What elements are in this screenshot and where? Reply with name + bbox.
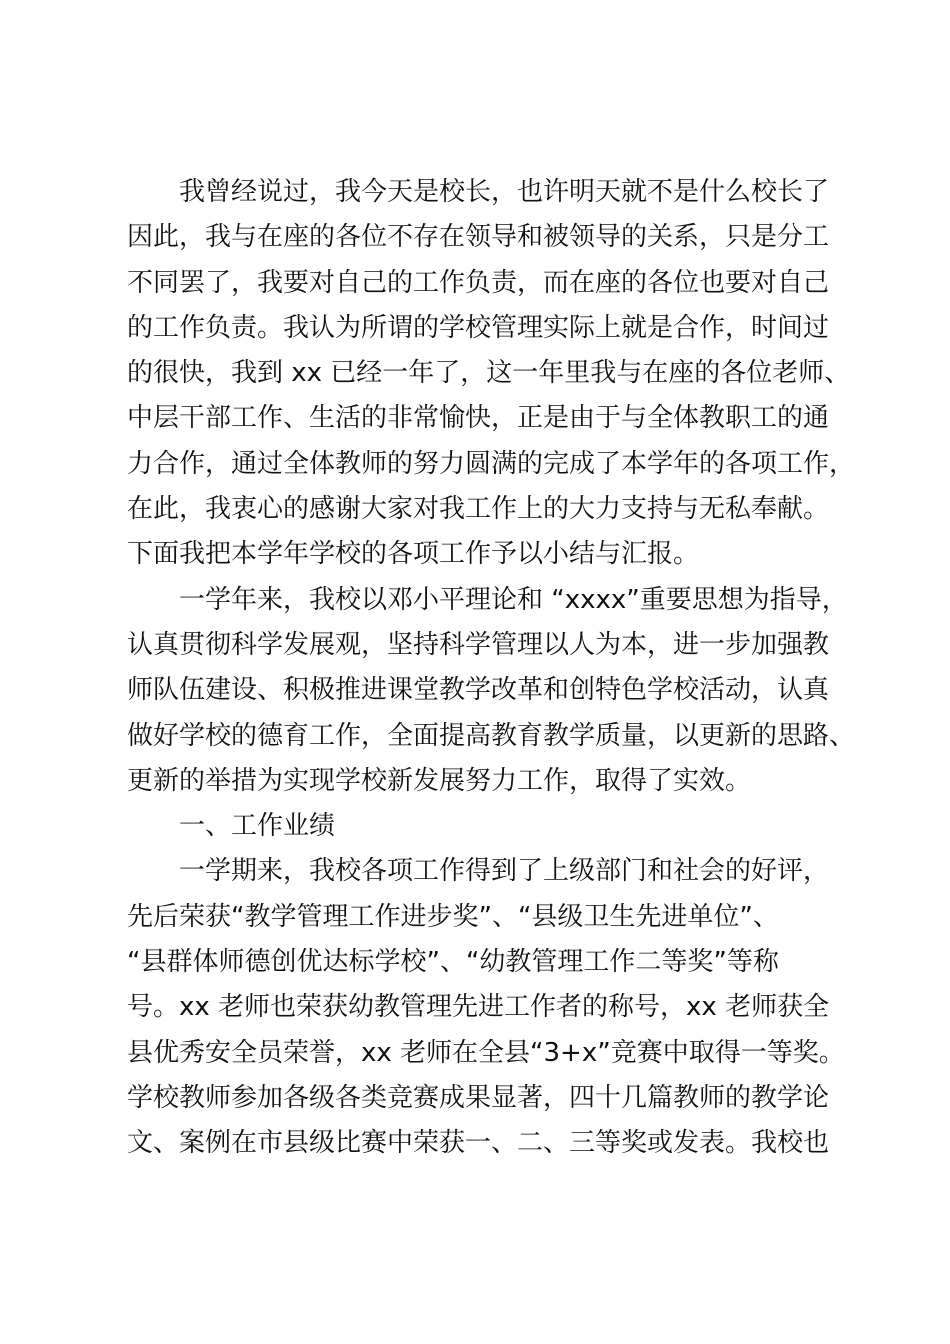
text-line: 一学年来，我校以邓小平理论和 “xxxx”重要思想为指导， (179, 584, 848, 615)
text-line: 认真贯彻科学发展观，坚持科学管理以人为本，进一步加强教 (127, 629, 830, 660)
text-line: 在此，我衷心的感谢大家对我工作上的大力支持与无私奉献。 (127, 494, 830, 525)
text-line: 文、案例在市县级比赛中荣获一、二、三等奖或发表。我校也 (127, 1128, 830, 1159)
text-line: “县群体师德创优达标学校”、“幼教管理工作二等奖”等称 (127, 947, 779, 978)
text-line: 力合作，通过全体教师的努力圆满的完成了本学年的各项工作， (127, 448, 856, 479)
text-line: 因此，我与在座的各位不存在领导和被领导的关系，只是分工 (127, 222, 830, 253)
text-line: 不同罢了，我要对自己的工作负责，而在座的各位也要对自己 (127, 267, 830, 298)
text-line: 我曾经说过，我今天是校长，也许明天就不是什么校长了 (179, 177, 830, 207)
text-line: 先后荣获“教学管理工作进步奖”、“县级卫生先进单位”、 (127, 901, 779, 932)
text-line: 师队伍建设、积极推进课堂教学改革和创特色学校活动，认真 (127, 675, 830, 706)
text-line: 中层干部工作、生活的非常愉快，正是由于与全体教职工的通 (127, 403, 830, 434)
text-line: 做好学校的德育工作，全面提高教育教学质量，以更新的思路、 (127, 720, 856, 751)
text-line: 号。xx 老师也荣获幼教管理先进工作者的称号，xx 老师获全 (127, 992, 830, 1023)
text-line: 更新的举措为实现学校新发展努力工作，取得了实效。 (127, 765, 752, 796)
text-line: 的工作负责。我认为所谓的学校管理实际上就是合作，时间过 (127, 312, 830, 343)
text-line: 县优秀安全员荣誉，xx 老师在全县“3+x”竞赛中取得一等奖。 (127, 1037, 845, 1068)
text-line: 学校教师参加各级各类竞赛成果显著，四十几篇教师的教学论 (127, 1082, 830, 1113)
text-line: 的很快，我到 xx 已经一年了，这一年里我与在座的各位老师、 (127, 358, 851, 389)
text-line: 一学期来，我校各项工作得到了上级部门和社会的好评， (179, 856, 830, 887)
document-body (127, 170, 867, 1167)
text-line: 下面我把本学年学校的各项工作予以小结与汇报。 (127, 539, 700, 570)
text-line: 一、工作业绩 (179, 811, 336, 842)
